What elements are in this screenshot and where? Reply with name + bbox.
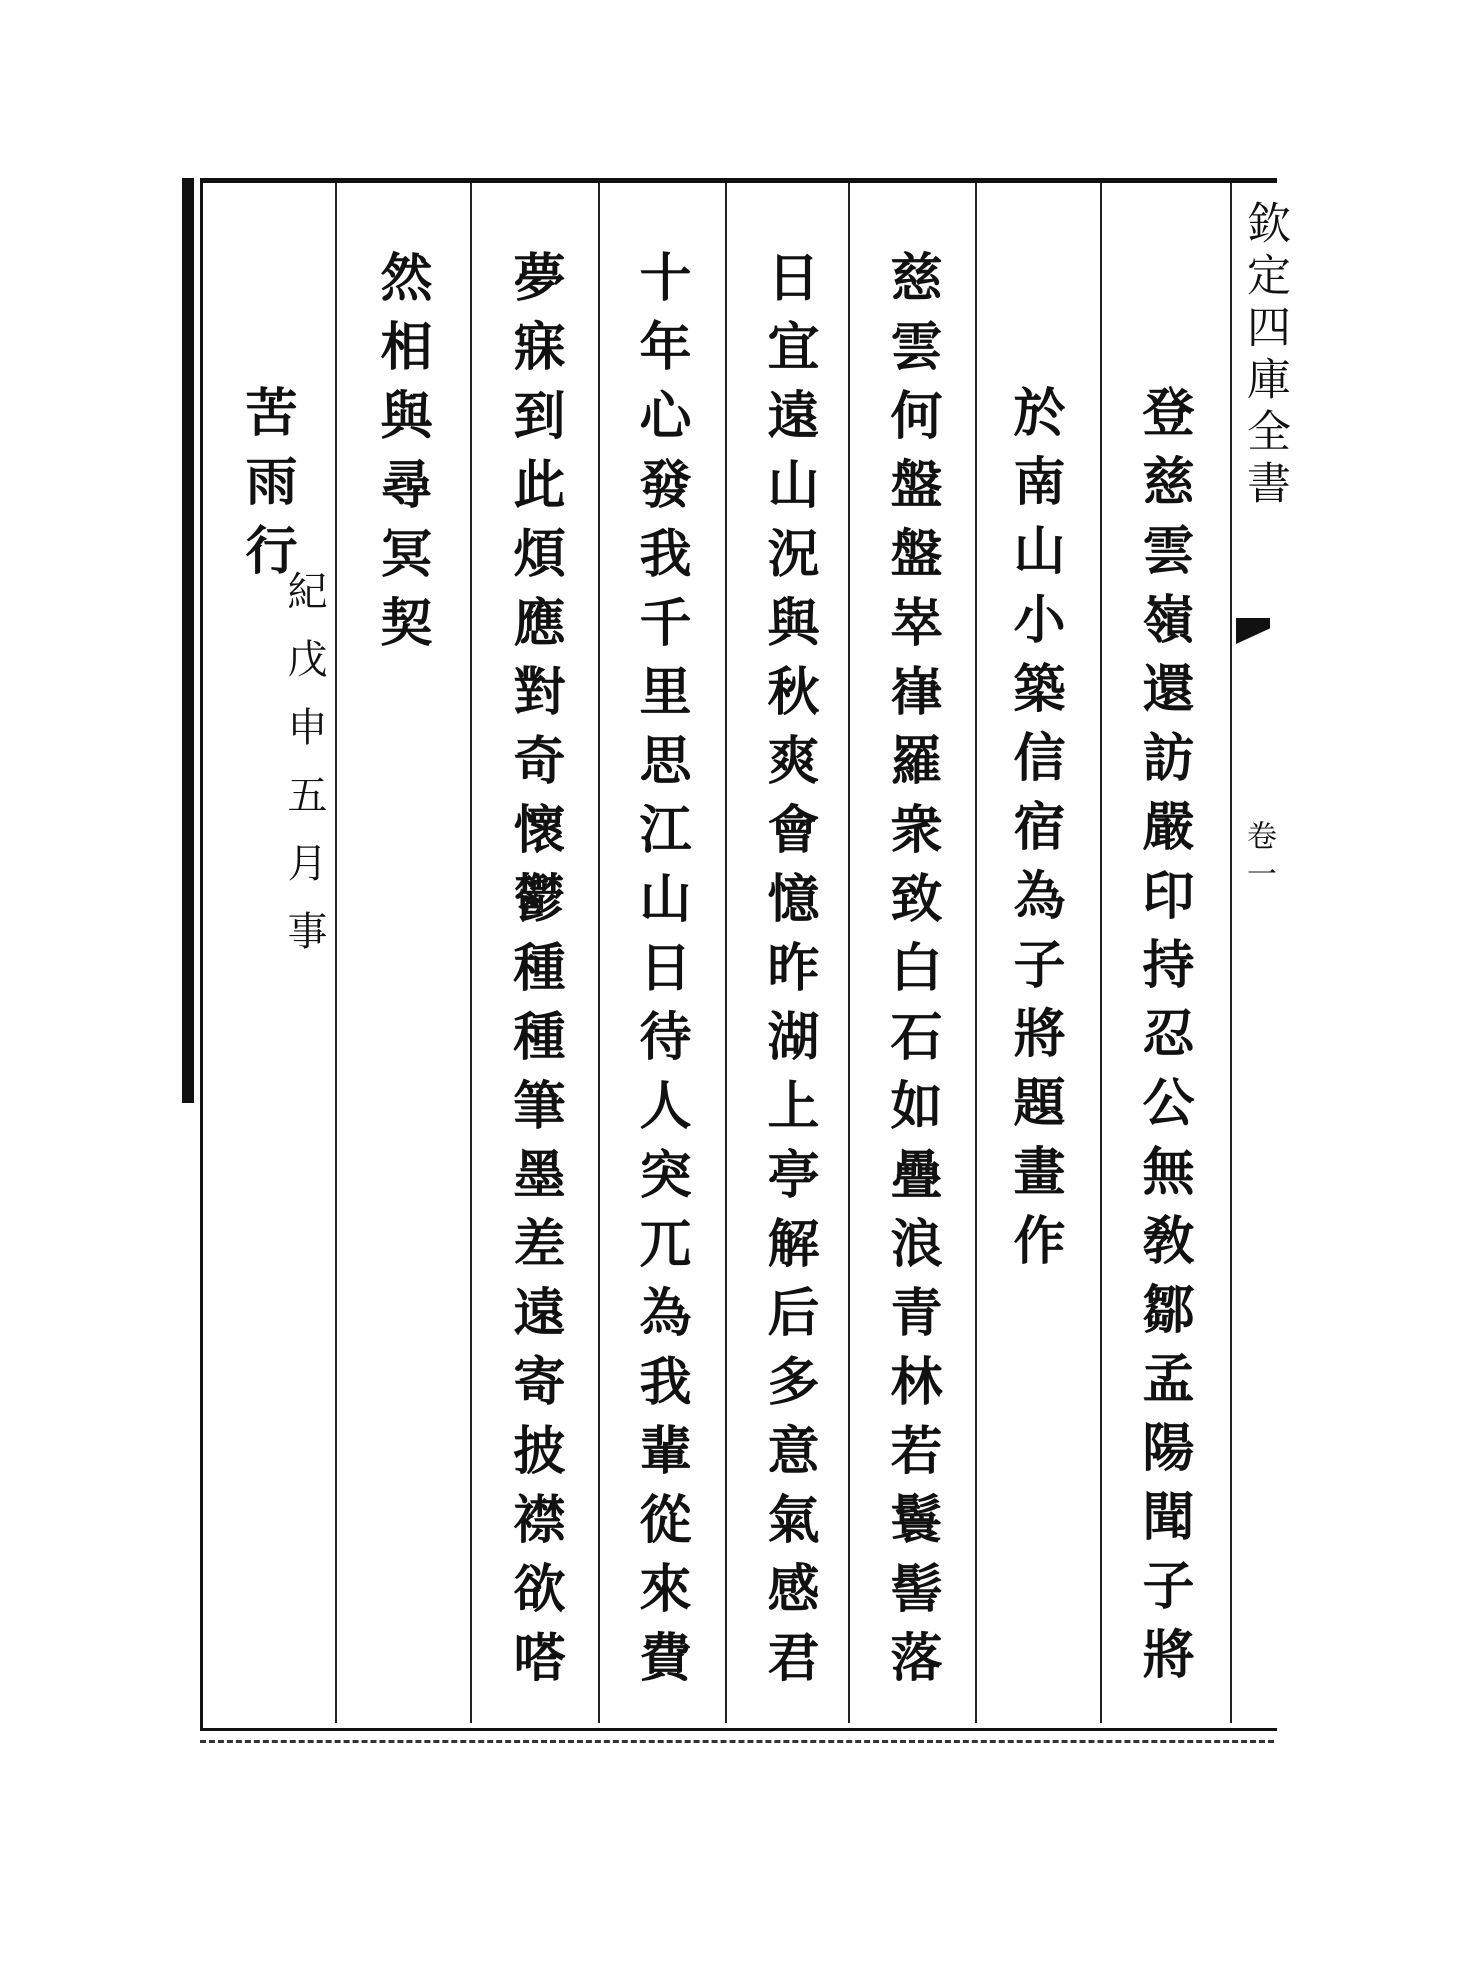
column-rule	[598, 183, 600, 1723]
page-frame	[200, 178, 1277, 1731]
text-column-1: 登慈雲嶺還訪嚴印持忍公無敎鄒孟陽聞子將	[1133, 385, 1194, 1696]
text-column-3: 慈雲何盤盤崒嵂羅衆致白石如疊浪青林若鬟髻落	[881, 250, 942, 1699]
text-column-2: 於南山小築信宿為子將題畫作	[1004, 385, 1065, 1282]
text-column-7: 然相與尋冥契	[371, 250, 432, 664]
text-column-6: 夢寐到此煩應對奇懷鬱種種筆墨差遠寄披襟欲嗒	[504, 250, 565, 1699]
column-rule	[335, 183, 337, 1723]
poem-title: 苦雨行	[236, 385, 297, 592]
column-rule	[470, 183, 472, 1723]
column-rule	[975, 183, 977, 1723]
lower-margin-line	[200, 1740, 1274, 1743]
column-rule	[1100, 183, 1102, 1723]
column-rule	[725, 183, 727, 1723]
binding-edge	[182, 178, 194, 1103]
volume-label: 卷一	[1241, 820, 1276, 896]
text-column-4: 日宜遠山況與秋爽會憶昨湖上亭解后多意氣感君	[758, 250, 819, 1699]
book-title: 欽定四庫全書	[1239, 200, 1290, 512]
text-column-5: 十年心發我千里思江山日待人突兀為我輩從來費	[630, 250, 691, 1699]
column-rule	[848, 183, 850, 1723]
poem-note: 紀戊申五月事	[281, 570, 327, 978]
